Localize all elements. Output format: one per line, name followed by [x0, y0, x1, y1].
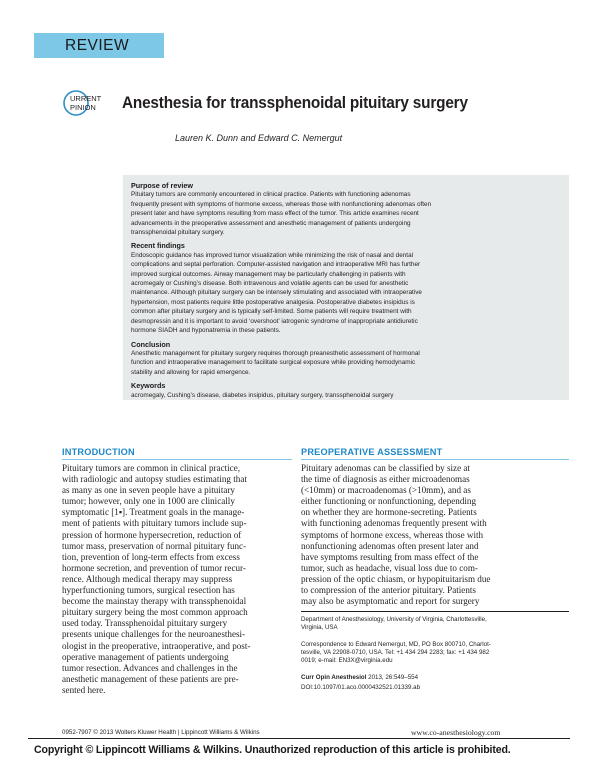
text-line: with radiologic and autopsy studies estimating that — [62, 474, 247, 485]
text-line: (<10mm) or macroadenomas (>10mm), and as — [301, 485, 471, 496]
text-line: hormone SIADH and hyponatremia in these patients. — [131, 327, 281, 335]
text-line: hormone secretion, and prevention of tumor recur- — [62, 562, 246, 573]
affiliation-rule — [301, 611, 569, 612]
introduction-rule — [62, 459, 292, 460]
text-line: presents unique challenges for the neuroanesthesi- — [62, 629, 246, 640]
conclusion-text — [131, 349, 563, 377]
preoperative-rule — [301, 459, 569, 460]
text-line: ment of patients with pituitary tumors include sup- — [62, 518, 247, 529]
findings-heading: Recent findings — [131, 241, 185, 251]
text-line: tumor; however, only one in 1000 are clinically — [62, 496, 235, 507]
text-line: operative management of patients undergoing — [62, 651, 229, 662]
svg-text:PINION: PINION — [70, 103, 96, 112]
conclusion-heading: Conclusion — [131, 339, 171, 349]
text-line: frequently present with symptoms of hormone excess, whereas those with nonfunctioning adenomas often — [131, 200, 432, 208]
text-line: sented here. — [62, 684, 106, 695]
journal-website-link[interactable]: www.co-anesthesiology.com — [411, 728, 501, 737]
text-line: acromegaly or Cushing’s disease. Both intravenous and volatile agents can be used for anesthetic — [131, 280, 409, 288]
journal-name: Curr Opin Anesthesiol — [301, 674, 367, 681]
text-line: pituitary surgery being the most common approach — [62, 607, 248, 618]
text-line: advancements in the preoperative assessment and anesthetic management of patients undergoing — [131, 219, 411, 227]
correspondence-text — [301, 641, 569, 666]
purpose-text — [131, 190, 563, 237]
text-line: become the mainstay therapy with transsphenoidal — [62, 596, 247, 607]
text-line: to compression of the anterior pituitary. Patients — [301, 585, 476, 596]
text-line: hyperfunctioning tumors, surgical resection has — [62, 585, 235, 596]
text-line: stability and allowing for rapid emergence. — [131, 368, 251, 376]
text-line: tion, prevention of long-term effects from excess — [62, 551, 240, 562]
text-line: ologist in the preoperative, intraoperative, and post- — [62, 640, 251, 651]
department-text — [301, 616, 569, 632]
text-line: pression of hormone hypersecretion, reduction of — [62, 529, 242, 540]
text-line: hypertension, most patients require little postoperative analgesia. Postoperative diabetes insipidus is — [131, 298, 415, 306]
text-line: function and intraoperative management to facilitate surgical exposure while providing hemodynamic — [131, 359, 416, 367]
text-line: Department of Anesthesiology, University of Virginia, Charlottesville, — [301, 616, 487, 623]
current-opinion-logo — [62, 88, 112, 118]
text-line: have symptoms resulting from mass effect of the — [301, 551, 479, 562]
footer-copyright-line: 0952-7907 © 2013 Wolters Kluwer Health | Lippincott Williams & Wilkins — [62, 729, 260, 736]
text-line: improved surgical outcomes. Airway management may be particularly challenging in patients with — [131, 270, 406, 278]
text-line: maintenance. Although pituitary surgery can be intensely stimulating and associated with intraoperative — [131, 289, 422, 297]
article-title: Anesthesia for transsphenoidal pituitary surgery — [122, 94, 468, 112]
svg-text:URRENT: URRENT — [70, 94, 102, 103]
text-line: symptomatic [1▪]. Treatment goals in the manage- — [62, 507, 245, 518]
text-line: Correspondence to Edward Nemergut, MD, PO Box 800710, Charlot- — [301, 641, 491, 648]
citation-text: 2013, 26:549–554 — [366, 674, 419, 681]
findings-text — [131, 251, 563, 336]
text-line: the time of diagnosis as either microadenomas — [301, 474, 470, 485]
abstract-box — [123, 175, 569, 400]
copyright-notice: Copyright © Lippincott Williams & Wilkins. Unauthorized reproduction of this article is prohibited. — [34, 744, 511, 756]
text-line: as many as one in seven people have a pituitary — [62, 485, 235, 496]
text-line: acromegaly, Cushing’s disease, diabetes insipidus, pituitary surgery, transsphenoidal surgery — [131, 391, 394, 399]
text-line: Virginia, USA — [301, 624, 338, 632]
text-line: on whether they are hormone-secreting. Patients — [301, 507, 477, 518]
text-line: symptoms of hormone excess, whereas those with — [301, 529, 484, 540]
text-line: complications and septal perforation. Computer-assisted navigation and intraoperative MRI has further — [131, 261, 421, 269]
doi-text: DOI:10.1097/01.aco.0000432521.01339.ab — [301, 684, 421, 691]
text-line: tumor resection. Advances and challenges in the — [62, 662, 238, 673]
review-label: REVIEW — [34, 33, 164, 58]
text-line: desmopressin and it is important to avoid ‘overshoot’ iatrogenic syndrome of inappropriate antidiuretic — [131, 317, 418, 325]
text-line: transsphenoidal pituitary surgery. — [131, 229, 225, 237]
text-line: pression of the optic chiasm, or hypopituitarism due — [301, 573, 491, 584]
footer-rule — [28, 738, 570, 739]
text-line: Endoscopic guidance has improved tumor visualization while minimizing the risk of nasal and dental — [131, 251, 414, 259]
authors: Lauren K. Dunn and Edward C. Nemergut — [175, 133, 343, 143]
introduction-text — [62, 463, 292, 696]
text-line: nonfunctioning adenomas often present later and — [301, 540, 479, 551]
text-line: Pituitary tumors are commonly encountered in clinical practice. Patients with functioning adenomas — [131, 191, 411, 199]
text-line: with functioning adenomas frequently present with — [301, 518, 487, 529]
journal-citation — [301, 674, 569, 682]
text-line: 0019; e-mail: EN3X@virginia.edu — [301, 657, 393, 665]
text-line: common after pituitary surgery and is typically self-limited. Some patients will require treatment with — [131, 308, 412, 316]
text-line: tumor, such as headache, visual loss due to com- — [301, 562, 478, 573]
keywords-text — [131, 391, 563, 400]
text-line: Pituitary adenomas can be classified by size at — [301, 463, 470, 473]
text-line: anesthetic management of these patients are pre- — [62, 673, 239, 684]
introduction-heading: INTRODUCTION — [62, 447, 135, 457]
text-line: Anesthetic management for pituitary surgery requires thorough preanesthetic assessment of hormonal — [131, 349, 420, 357]
text-line: either functioning or nonfunctioning, depending — [301, 496, 477, 507]
keywords-heading: Keywords — [131, 381, 166, 391]
text-line: used today. Transsphenoidal pituitary surgery — [62, 618, 228, 629]
text-line: Pituitary tumors are common in clinical practice, — [62, 463, 241, 473]
preoperative-heading: PREOPERATIVE ASSESSMENT — [301, 447, 443, 457]
purpose-heading: Purpose of review — [131, 181, 193, 190]
text-line: may also be asymptomatic and report for surgery — [301, 596, 480, 607]
text-line: present later and have symptoms resulting from mass effect of the tumor. This article examines recent — [131, 210, 419, 218]
text-line: tesville, VA 22908-0710, USA. Tel: +1 434 294 2283; fax: +1 434 982 — [301, 649, 490, 657]
text-line: rence. Although medical therapy may suppress — [62, 573, 233, 584]
preoperative-text — [301, 463, 569, 607]
text-line: tumor mass, preservation of normal pituitary func- — [62, 540, 247, 551]
